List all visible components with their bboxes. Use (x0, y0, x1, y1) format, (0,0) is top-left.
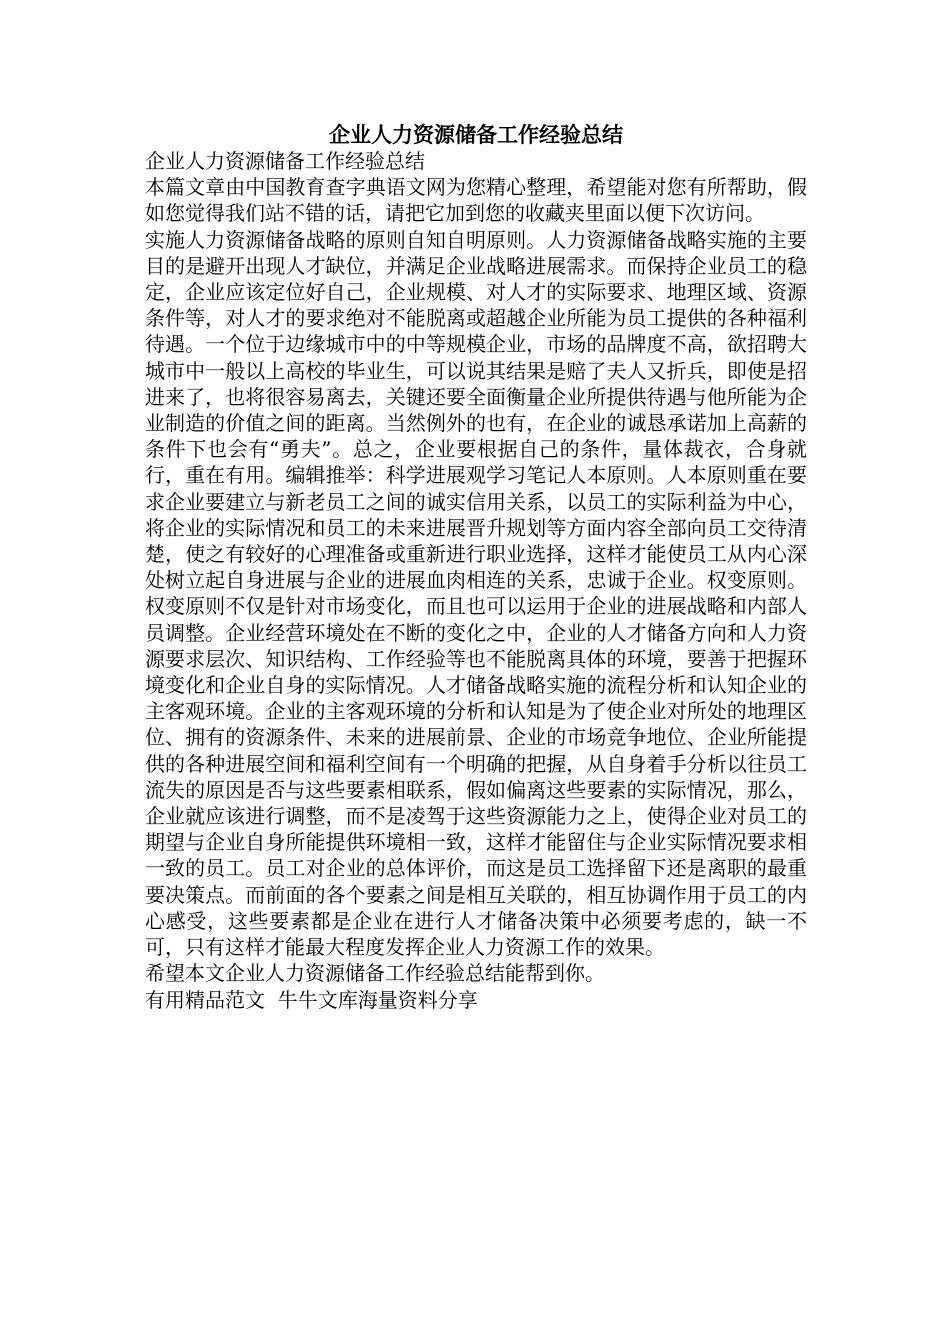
document-title: 企业人力资源储备工作经验总结 (329, 123, 623, 147)
document-body (145, 122, 807, 1013)
intro-paragraph: 本篇文章由中国教育查字典语文网为您精心整理，希望能对您有所帮助，假如您觉得我们站不错的话，请把它加到您的收藏夹里面以便下次访问。 (145, 175, 807, 226)
main-paragraph: 实施人力资源储备战略的原则自知自明原则。人力资源储备战略实施的主要目的是避开出现人才缺位，并满足企业战略进展需求。而保持企业员工的稳定，企业应该定位好自己，企业规模、对人才的实际要求、地理区域、资源条件等，对人才的要求绝对不能脱离或超越企业所能为员工提供的各种福利待遇。一个位于边缘城市中的中等规模企业，市场的品牌度不高，欲招聘大城市中一般以上高校的毕业生，可以说其结果是赔了夫人又折兵，即使是招进来了，也将很容易离去，关键还要全面衡量企业所提供待遇与他所能为企业制造的价值之间的距离。当然例外的也有，在企业的诚恳承诺加上高薪的条件下也会有“勇夫”。总之，企业要根据自己的条件，量体裁衣，合身就行，重在有用。编辑推举：科学进展观学习笔记人本原则。人本原则重在要求企业要建立与新老员工之间的诚实信用关系，以员工的实际利益为中心，将企业的实际情况和员工的未来进展晋升规划等方面内容全部向员工交待清楚，使之有较好的心理准备或重新进行职业选择，这样才能使员工从内心深处树立起自身进展与企业的进展血肉相连的关系，忠诚于企业。权变原则。权变原则不仅是针对市场变化，而且也可以运用于企业的进展战略和内部人员调整。企业经营环境处在不断的变化之中，企业的人才储备方向和人力资源要求层次、知识结构、工作经验等也不能脱离具体的环境，要善于把握环境变化和企业自身的实际情况。人才储备战略实施的流程分析和认知企业的主客观环境。企业的主客观环境的分析和认知是为了使企业对所处的地理区位、拥有的资源条件、未来的进展前景、企业的市场竞争地位、企业所能提供的各种进展空间和福利空间有一个明确的把握，从自身着手分析以往员工流失的原因是否与这些要素相联系，假如偏离这些要素的实际情况，那么，企业就应该进行调整，而不是凌驾于这些资源能力之上，使得企业对员工的期望与企业自身所能提供环境相一致，这样才能留住与企业实际情况要求相一致的员工。员工对企业的总体评价，而这是员工选择留下还是离职的最重要决策点。而前面的各个要素之间是相互关联的，相互协调作用于员工的内心感受，这些要素都是企业在进行人才储备决策中必须要考虑的，缺一不可，只有这样才能最大程度发挥企业人力资源工作的效果。 (145, 227, 807, 960)
closing-paragraph: 希望本文企业人力资源储备工作经验总结能帮到你。 (145, 961, 605, 986)
document-subtitle: 企业人力资源储备工作经验总结 (145, 149, 425, 173)
footer-text: 有用精品范文 牛牛文库海量资料分享 (145, 987, 478, 1012)
